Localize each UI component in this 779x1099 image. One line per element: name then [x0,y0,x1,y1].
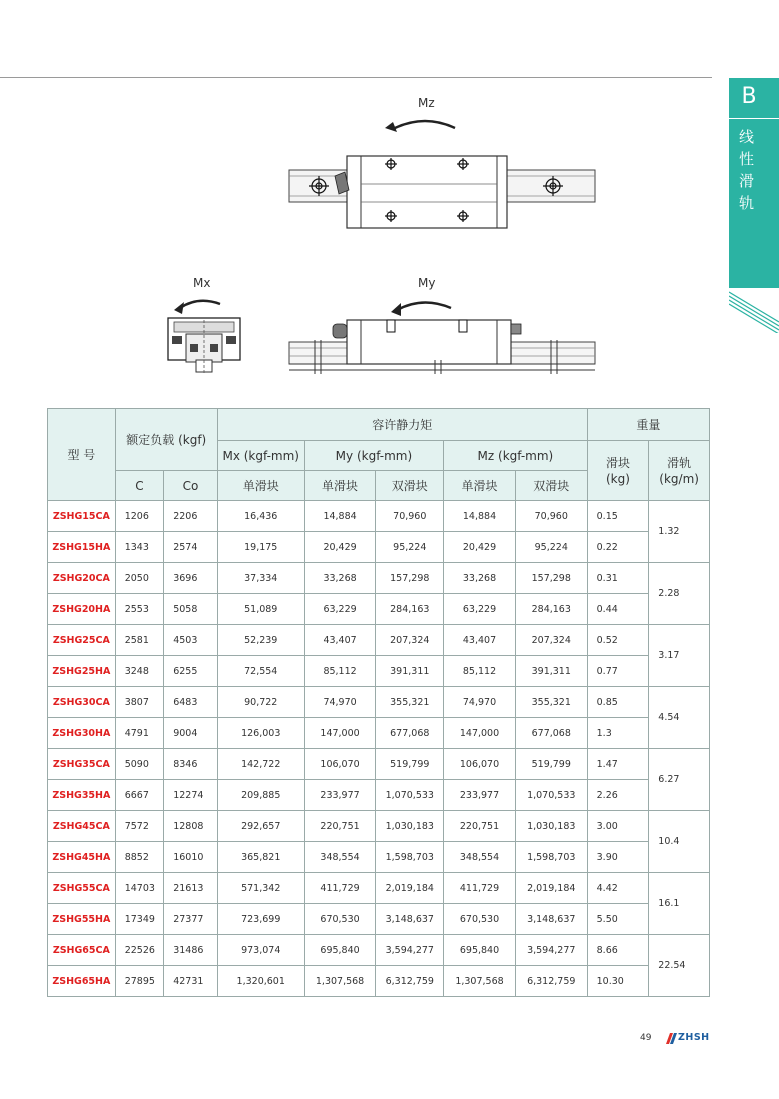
model-cell: ZSHG55HA [48,904,116,935]
my-d-cell: 284,163 [376,594,444,625]
top-divider [0,77,712,78]
mx-header: Mx (kgf-mm) [217,441,304,471]
my-d-cell: 1,030,183 [376,811,444,842]
table-row [48,532,710,563]
rail-unit: (kg/m) [659,471,699,486]
my-s-cell: 63,229 [304,594,376,625]
chapter-letter: B [741,84,757,109]
c-cell: 2581 [115,625,164,656]
my-s-cell: 20,429 [304,532,376,563]
my-d-cell: 2,019,184 [376,873,444,904]
mz-top-view-diagram [285,112,605,237]
mz-d-cell: 2,019,184 [515,873,587,904]
model-cell: ZSHG65CA [48,935,116,966]
my-single-header: 单滑块 [304,471,376,501]
my-d-cell: 157,298 [376,563,444,594]
c-cell: 7572 [115,811,164,842]
co-cell: 5058 [164,594,218,625]
block-cell: 3.00 [587,811,649,842]
my-s-cell: 14,884 [304,501,376,532]
rail-weight-cell: 10.4 [649,811,710,873]
model-cell: ZSHG20CA [48,563,116,594]
my-s-cell: 220,751 [304,811,376,842]
c-cell: 2050 [115,563,164,594]
mz-d-cell: 3,594,277 [515,935,587,966]
co-cell: 16010 [164,842,218,873]
co-cell: 12274 [164,780,218,811]
my-d-cell: 1,598,703 [376,842,444,873]
model-cell: ZSHG35HA [48,780,116,811]
mz-d-cell: 677,068 [515,718,587,749]
my-d-cell: 677,068 [376,718,444,749]
mx-cell: 365,821 [217,842,304,873]
mz-s-cell: 74,970 [444,687,516,718]
mz-d-cell: 95,224 [515,532,587,563]
mz-s-cell: 20,429 [444,532,516,563]
page-number: 49 [640,1033,652,1043]
table-row [48,594,710,625]
co-cell: 9004 [164,718,218,749]
mz-d-cell: 6,312,759 [515,966,587,997]
my-d-cell: 3,594,277 [376,935,444,966]
my-s-cell: 670,530 [304,904,376,935]
mx-cell: 51,089 [217,594,304,625]
spec-table [47,408,710,997]
my-d-cell: 95,224 [376,532,444,563]
block-label: 滑块 [605,455,630,470]
c-cell: 14703 [115,873,164,904]
block-cell: 0.31 [587,563,649,594]
block-weight-header [587,441,649,501]
brand-logo-icon [664,1031,678,1045]
mx-end-view-diagram [160,290,250,380]
block-cell: 0.85 [587,687,649,718]
my-s-cell: 74,970 [304,687,376,718]
mz-label: Mz [418,96,435,110]
mz-s-cell: 43,407 [444,625,516,656]
model-cell: ZSHG30CA [48,687,116,718]
c-cell: 27895 [115,966,164,997]
mz-d-cell: 207,324 [515,625,587,656]
my-side-view-diagram [285,290,605,380]
co-cell: 8346 [164,749,218,780]
model-cell: ZSHG25HA [48,656,116,687]
rail-weight-cell: 1.32 [649,501,710,563]
co-cell: 42731 [164,966,218,997]
mx-cell: 1,320,601 [217,966,304,997]
my-d-cell: 70,960 [376,501,444,532]
c-cell: 5090 [115,749,164,780]
mz-s-cell: 85,112 [444,656,516,687]
mz-s-cell: 233,977 [444,780,516,811]
mz-d-cell: 157,298 [515,563,587,594]
mz-d-cell: 355,321 [515,687,587,718]
rail-weight-cell: 6.27 [649,749,710,811]
model-cell: ZSHG30HA [48,718,116,749]
block-cell: 1.47 [587,749,649,780]
mz-s-cell: 63,229 [444,594,516,625]
block-cell: 0.22 [587,532,649,563]
block-cell: 0.44 [587,594,649,625]
co-cell: 31486 [164,935,218,966]
my-s-cell: 411,729 [304,873,376,904]
mx-cell: 19,175 [217,532,304,563]
table-row [48,904,710,935]
rail-weight-cell: 3.17 [649,625,710,687]
block-cell: 5.50 [587,904,649,935]
my-s-cell: 33,268 [304,563,376,594]
mx-cell: 16,436 [217,501,304,532]
c-cell: 2553 [115,594,164,625]
mz-s-cell: 1,307,568 [444,966,516,997]
block-cell: 0.15 [587,501,649,532]
mx-cell: 52,239 [217,625,304,656]
model-cell: ZSHG25CA [48,625,116,656]
my-double-header: 双滑块 [376,471,444,501]
co-cell: 21613 [164,873,218,904]
my-s-cell: 85,112 [304,656,376,687]
mz-d-cell: 1,030,183 [515,811,587,842]
table-row [48,873,710,904]
rail-weight-cell: 4.54 [649,687,710,749]
mz-s-cell: 33,268 [444,563,516,594]
table-row [48,625,710,656]
mx-label: Mx [193,276,211,290]
block-cell: 8.66 [587,935,649,966]
c-cell: 1206 [115,501,164,532]
c-cell: 22526 [115,935,164,966]
model-cell: ZSHG45HA [48,842,116,873]
my-s-cell: 1,307,568 [304,966,376,997]
spec-table-body [48,501,710,997]
model-cell: ZSHG65HA [48,966,116,997]
table-row [48,842,710,873]
mz-s-cell: 695,840 [444,935,516,966]
table-row [48,718,710,749]
model-cell: ZSHG55CA [48,873,116,904]
table-row [48,780,710,811]
rail-weight-header [649,441,710,501]
rail-weight-cell: 2.28 [649,563,710,625]
co-cell: 3696 [164,563,218,594]
my-d-cell: 355,321 [376,687,444,718]
table-row [48,966,710,997]
static-moment-header: 容许静力矩 [217,409,587,441]
rail-weight-cell: 22.54 [649,935,710,997]
mx-single-header: 单滑块 [217,471,304,501]
mz-single-header: 单滑块 [444,471,516,501]
my-s-cell: 695,840 [304,935,376,966]
chapter-tab-divider [729,118,779,119]
block-cell: 2.26 [587,780,649,811]
mx-cell: 209,885 [217,780,304,811]
mz-d-cell: 1,070,533 [515,780,587,811]
mx-cell: 571,342 [217,873,304,904]
model-cell: ZSHG15CA [48,501,116,532]
my-label: My [418,276,436,290]
my-s-cell: 106,070 [304,749,376,780]
table-row [48,501,710,532]
my-s-cell: 147,000 [304,718,376,749]
c-cell: 8852 [115,842,164,873]
mz-d-cell: 284,163 [515,594,587,625]
my-d-cell: 1,070,533 [376,780,444,811]
co-cell: 12808 [164,811,218,842]
co-header: Co [164,471,218,501]
model-cell: ZSHG45CA [48,811,116,842]
my-d-cell: 519,799 [376,749,444,780]
block-cell: 0.77 [587,656,649,687]
my-s-cell: 348,554 [304,842,376,873]
chapter-tab-stripes-icon [729,288,779,333]
c-cell: 4791 [115,718,164,749]
mx-cell: 126,003 [217,718,304,749]
table-row [48,811,710,842]
my-d-cell: 6,312,759 [376,966,444,997]
block-cell: 3.90 [587,842,649,873]
mx-cell: 37,334 [217,563,304,594]
co-cell: 2574 [164,532,218,563]
my-s-cell: 233,977 [304,780,376,811]
block-unit: (kg) [605,471,630,486]
model-cell: ZSHG15HA [48,532,116,563]
my-header: My (kgf-mm) [304,441,443,471]
block-cell: 0.52 [587,625,649,656]
c-cell: 17349 [115,904,164,935]
block-cell: 1.3 [587,718,649,749]
mx-cell: 72,554 [217,656,304,687]
mz-s-cell: 220,751 [444,811,516,842]
table-row [48,687,710,718]
c-cell: 3248 [115,656,164,687]
weight-header: 重量 [587,409,709,441]
rail-label: 滑轨 [667,455,692,470]
mx-cell: 292,657 [217,811,304,842]
mz-s-cell: 348,554 [444,842,516,873]
co-cell: 6255 [164,656,218,687]
mz-d-cell: 70,960 [515,501,587,532]
mz-s-cell: 14,884 [444,501,516,532]
mx-cell: 142,722 [217,749,304,780]
rated-load-header: 额定负载 (kgf) [115,409,217,471]
mx-cell: 973,074 [217,935,304,966]
co-cell: 4503 [164,625,218,656]
c-header: C [115,471,164,501]
chapter-title: 线性滑轨 [739,128,755,212]
block-cell: 4.42 [587,873,649,904]
model-header: 型 号 [48,409,116,501]
my-d-cell: 3,148,637 [376,904,444,935]
mz-s-cell: 147,000 [444,718,516,749]
mz-d-cell: 3,148,637 [515,904,587,935]
mz-d-cell: 391,311 [515,656,587,687]
block-cell: 10.30 [587,966,649,997]
model-cell: ZSHG20HA [48,594,116,625]
table-row [48,563,710,594]
mz-d-cell: 519,799 [515,749,587,780]
c-cell: 6667 [115,780,164,811]
co-cell: 2206 [164,501,218,532]
my-d-cell: 207,324 [376,625,444,656]
table-row [48,656,710,687]
mx-cell: 723,699 [217,904,304,935]
co-cell: 6483 [164,687,218,718]
mz-header: Mz (kgf-mm) [444,441,588,471]
my-s-cell: 43,407 [304,625,376,656]
mz-s-cell: 670,530 [444,904,516,935]
mz-s-cell: 106,070 [444,749,516,780]
co-cell: 27377 [164,904,218,935]
c-cell: 1343 [115,532,164,563]
brand-name: ZHSH [678,1032,710,1043]
mz-double-header: 双滑块 [515,471,587,501]
mz-s-cell: 411,729 [444,873,516,904]
mx-cell: 90,722 [217,687,304,718]
my-d-cell: 391,311 [376,656,444,687]
c-cell: 3807 [115,687,164,718]
mz-d-cell: 1,598,703 [515,842,587,873]
rail-weight-cell: 16.1 [649,873,710,935]
table-row [48,749,710,780]
model-cell: ZSHG35CA [48,749,116,780]
chapter-tab [729,78,779,288]
table-row [48,935,710,966]
